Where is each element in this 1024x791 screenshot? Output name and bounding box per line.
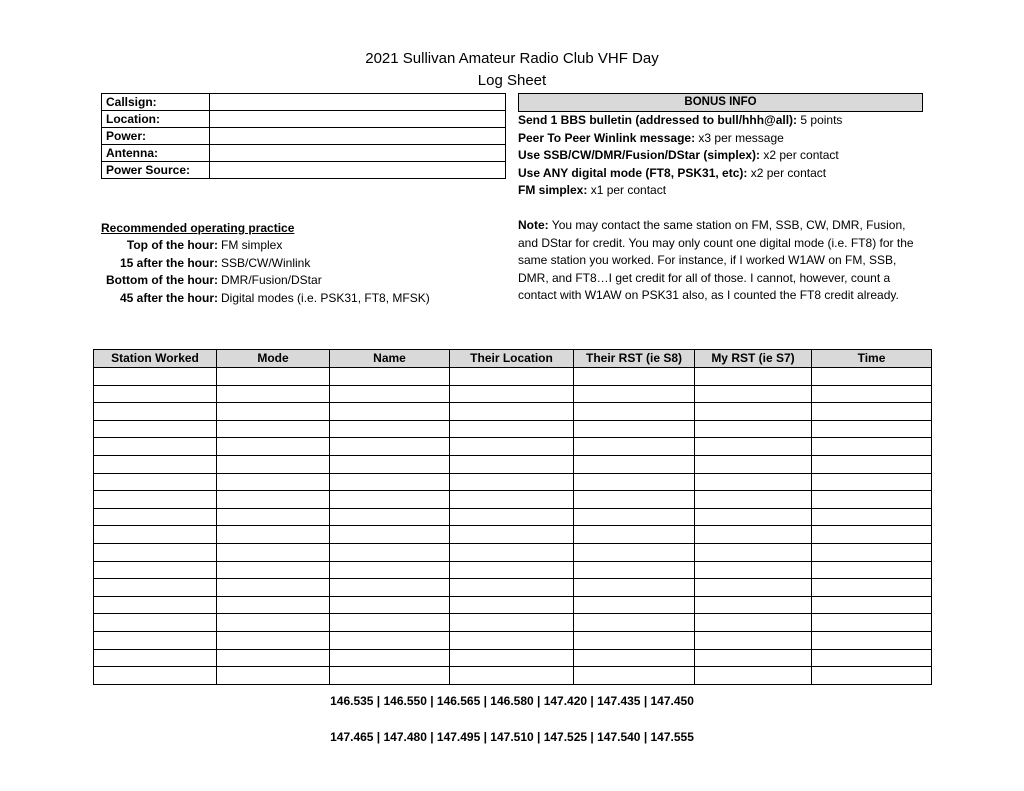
log-cell[interactable]	[812, 614, 932, 632]
bonus-item-value: x2 per contact	[747, 165, 827, 180]
station-info-row	[102, 111, 506, 128]
bonus-item-value: 5 points	[797, 113, 843, 127]
bonus-item-title: Use ANY digital mode (FT8, PSK31, etc):	[518, 165, 748, 180]
log-cell[interactable]	[217, 543, 330, 561]
log-cell[interactable]	[450, 420, 574, 438]
log-cell[interactable]	[695, 420, 812, 438]
log-cell[interactable]	[217, 455, 330, 473]
station-info-table	[101, 93, 506, 179]
log-cell[interactable]	[450, 561, 574, 579]
log-cell[interactable]	[94, 508, 217, 526]
log-row	[94, 631, 932, 649]
station-info-label: Antenna:	[102, 145, 210, 162]
log-cell[interactable]	[574, 420, 695, 438]
log-cell[interactable]	[695, 667, 812, 685]
log-row	[94, 614, 932, 632]
station-info-value-field[interactable]	[210, 145, 506, 162]
log-cell[interactable]	[574, 649, 695, 667]
practice-mode: SSB/CW/Winlink	[221, 255, 311, 270]
log-cell[interactable]	[94, 667, 217, 685]
log-cell[interactable]	[695, 596, 812, 614]
log-row	[94, 579, 932, 597]
log-cell[interactable]	[812, 455, 932, 473]
log-cell[interactable]	[94, 403, 217, 421]
note-text: You may contact the same station on FM, SSB, CW, DMR, Fusion, and DStar for credit. You may only count one digital mode (i.e. FT8) for the same station you worked. For instance, if I worked W1AW on FM, SSB, DMR, and FT8…I get credit for all of those. I cannot, however, count a contact with W1AW on PSK31 also, as I counted the FT8 credit already.	[518, 218, 914, 302]
log-cell[interactable]	[574, 368, 695, 386]
practice-title: Recommended operating practice	[101, 221, 295, 235]
log-cell[interactable]	[330, 455, 450, 473]
practice-time: 45 after the hour:	[119, 290, 218, 305]
log-cell[interactable]	[695, 543, 812, 561]
log-row	[94, 596, 932, 614]
log-cell[interactable]	[330, 561, 450, 579]
log-cell[interactable]	[94, 561, 217, 579]
bonus-item-value: x2 per contact	[760, 148, 839, 162]
log-cell[interactable]	[217, 473, 330, 491]
log-cell[interactable]	[812, 631, 932, 649]
practice-item	[98, 290, 478, 308]
bonus-info-header: BONUS INFO	[518, 93, 923, 112]
station-info-label: Callsign:	[102, 94, 210, 111]
log-cell[interactable]	[330, 491, 450, 509]
station-info-row	[102, 162, 506, 179]
log-column-header: Their RST (ie S8)	[574, 350, 695, 368]
log-cell[interactable]	[574, 579, 695, 597]
log-row	[94, 491, 932, 509]
log-row	[94, 473, 932, 491]
log-cell[interactable]	[330, 368, 450, 386]
log-cell[interactable]	[574, 385, 695, 403]
log-cell[interactable]	[217, 596, 330, 614]
log-cell[interactable]	[217, 368, 330, 386]
log-cell[interactable]	[450, 526, 574, 544]
log-cell[interactable]	[330, 579, 450, 597]
log-cell[interactable]	[812, 561, 932, 579]
frequency-list-2: 147.465 | 147.480 | 147.495 | 147.510 | 147.525 | 147.540 | 147.555	[330, 730, 694, 744]
log-cell[interactable]	[450, 473, 574, 491]
log-cell[interactable]	[94, 455, 217, 473]
log-row	[94, 420, 932, 438]
log-cell[interactable]	[574, 614, 695, 632]
log-cell[interactable]	[450, 455, 574, 473]
log-cell[interactable]	[330, 614, 450, 632]
log-cell[interactable]	[330, 649, 450, 667]
log-row	[94, 368, 932, 386]
log-cell[interactable]	[574, 403, 695, 421]
log-header-row	[94, 350, 932, 368]
log-cell[interactable]	[574, 508, 695, 526]
page-subtitle: Log Sheet	[477, 72, 547, 89]
log-cell[interactable]	[94, 385, 217, 403]
log-cell[interactable]	[94, 631, 217, 649]
log-cell[interactable]	[695, 385, 812, 403]
log-cell[interactable]	[695, 614, 812, 632]
log-row	[94, 508, 932, 526]
log-cell[interactable]	[450, 596, 574, 614]
log-cell[interactable]	[94, 649, 217, 667]
log-cell[interactable]	[217, 631, 330, 649]
frequency-list-1: 146.535 | 146.550 | 146.565 | 146.580 | 147.420 | 147.435 | 147.450	[330, 694, 694, 708]
log-column-header: Name	[330, 350, 450, 368]
log-cell[interactable]	[574, 596, 695, 614]
log-cell[interactable]	[695, 561, 812, 579]
practice-item	[98, 237, 478, 255]
station-info-label: Power:	[102, 128, 210, 145]
bonus-item-title: Send 1 BBS bulletin (addressed to bull/hhh@all):	[518, 113, 798, 127]
log-cell[interactable]	[812, 438, 932, 456]
log-cell[interactable]	[450, 667, 574, 685]
log-cell[interactable]	[330, 631, 450, 649]
log-cell[interactable]	[330, 526, 450, 544]
log-cell[interactable]	[94, 526, 217, 544]
bonus-item-title: Use SSB/CW/DMR/Fusion/DStar (simplex):	[518, 148, 761, 162]
log-cell[interactable]	[695, 649, 812, 667]
bonus-item-title: Peer To Peer Winlink message:	[518, 130, 696, 145]
log-cell[interactable]	[812, 526, 932, 544]
log-cell[interactable]	[695, 508, 812, 526]
log-cell[interactable]	[330, 403, 450, 421]
log-cell[interactable]	[94, 473, 217, 491]
log-cell[interactable]	[812, 596, 932, 614]
log-cell[interactable]	[812, 403, 932, 421]
log-row	[94, 385, 932, 403]
log-cell[interactable]	[94, 368, 217, 386]
log-column-header: Station Worked	[94, 350, 217, 368]
log-cell[interactable]	[217, 579, 330, 597]
note-paragraph	[518, 217, 918, 305]
log-cell[interactable]	[94, 579, 217, 597]
log-cell[interactable]	[94, 420, 217, 438]
practice-list	[98, 237, 478, 307]
contact-log-table	[93, 349, 932, 685]
bonus-item	[518, 182, 938, 200]
log-cell[interactable]	[330, 596, 450, 614]
log-cell[interactable]	[450, 491, 574, 509]
log-cell[interactable]	[217, 561, 330, 579]
station-info-value-field[interactable]	[210, 111, 506, 128]
log-cell[interactable]	[695, 491, 812, 509]
log-cell[interactable]	[217, 526, 330, 544]
log-cell[interactable]	[574, 455, 695, 473]
log-cell[interactable]	[217, 491, 330, 509]
log-cell[interactable]	[217, 420, 330, 438]
log-column-header: Mode	[217, 350, 330, 368]
bonus-item	[518, 147, 938, 165]
log-row	[94, 561, 932, 579]
log-cell[interactable]	[695, 579, 812, 597]
log-row	[94, 543, 932, 561]
note-label: Note:	[518, 218, 549, 232]
log-cell[interactable]	[330, 543, 450, 561]
station-info-label: Power Source:	[102, 162, 210, 179]
log-cell[interactable]	[695, 368, 812, 386]
log-cell[interactable]	[330, 667, 450, 685]
log-cell[interactable]	[217, 438, 330, 456]
log-cell[interactable]	[330, 473, 450, 491]
log-cell[interactable]	[812, 508, 932, 526]
log-cell[interactable]	[94, 438, 217, 456]
log-cell[interactable]	[330, 420, 450, 438]
log-cell[interactable]	[695, 455, 812, 473]
log-cell[interactable]	[574, 491, 695, 509]
log-cell[interactable]	[574, 473, 695, 491]
log-row	[94, 403, 932, 421]
log-cell[interactable]	[94, 596, 217, 614]
log-cell[interactable]	[574, 631, 695, 649]
log-cell[interactable]	[94, 543, 217, 561]
station-info-value-field[interactable]	[210, 128, 506, 145]
practice-item	[98, 255, 478, 273]
station-info-row	[102, 94, 506, 111]
practice-item	[98, 272, 478, 290]
log-cell[interactable]	[812, 491, 932, 509]
log-cell[interactable]	[812, 579, 932, 597]
log-cell[interactable]	[695, 438, 812, 456]
log-cell[interactable]	[94, 491, 217, 509]
bonus-item	[518, 130, 938, 148]
practice-mode: FM simplex	[221, 238, 283, 252]
log-cell[interactable]	[217, 508, 330, 526]
log-row	[94, 667, 932, 685]
log-column-header: Their Location	[450, 350, 574, 368]
bonus-info-list	[518, 112, 938, 200]
log-cell[interactable]	[330, 438, 450, 456]
log-cell[interactable]	[450, 579, 574, 597]
log-cell[interactable]	[695, 473, 812, 491]
practice-time: Bottom of the hour:	[106, 273, 218, 287]
log-cell[interactable]	[450, 438, 574, 456]
practice-time: 15 after the hour:	[119, 255, 218, 270]
log-cell[interactable]	[217, 385, 330, 403]
log-cell[interactable]	[812, 420, 932, 438]
log-cell[interactable]	[812, 543, 932, 561]
log-cell[interactable]	[574, 526, 695, 544]
log-column-header: My RST (ie S7)	[695, 350, 812, 368]
log-cell[interactable]	[812, 473, 932, 491]
bonus-item	[518, 112, 938, 130]
log-row	[94, 438, 932, 456]
station-info-label: Location:	[102, 111, 210, 128]
bonus-item-value: x3 per message	[695, 130, 784, 145]
log-cell[interactable]	[217, 403, 330, 421]
station-info-row	[102, 145, 506, 162]
station-info-value-field[interactable]	[210, 94, 506, 111]
log-cell[interactable]	[812, 649, 932, 667]
bonus-item-value: x1 per contact	[587, 183, 667, 197]
log-cell[interactable]	[812, 385, 932, 403]
log-cell[interactable]	[574, 561, 695, 579]
bonus-item	[518, 165, 938, 183]
log-column-header: Time	[812, 350, 932, 368]
log-row	[94, 455, 932, 473]
log-cell[interactable]	[450, 403, 574, 421]
log-cell[interactable]	[217, 649, 330, 667]
log-cell[interactable]	[450, 508, 574, 526]
page-title: 2021 Sullivan Amateur Radio Club VHF Day	[365, 50, 659, 67]
log-cell[interactable]	[217, 667, 330, 685]
log-cell[interactable]	[450, 631, 574, 649]
log-cell[interactable]	[330, 385, 450, 403]
station-info-value-field[interactable]	[210, 162, 506, 179]
log-cell[interactable]	[450, 385, 574, 403]
log-row	[94, 649, 932, 667]
log-cell[interactable]	[695, 631, 812, 649]
log-cell[interactable]	[574, 438, 695, 456]
log-cell[interactable]	[450, 368, 574, 386]
log-cell[interactable]	[450, 543, 574, 561]
log-cell[interactable]	[812, 667, 932, 685]
log-cell[interactable]	[450, 614, 574, 632]
practice-mode: DMR/Fusion/DStar	[221, 273, 322, 287]
log-cell[interactable]	[217, 614, 330, 632]
station-info-row	[102, 128, 506, 145]
log-cell[interactable]	[330, 508, 450, 526]
log-cell[interactable]	[695, 403, 812, 421]
log-cell[interactable]	[94, 614, 217, 632]
bonus-item-title: FM simplex:	[518, 183, 588, 197]
log-cell[interactable]	[574, 543, 695, 561]
log-cell[interactable]	[695, 526, 812, 544]
log-cell[interactable]	[574, 667, 695, 685]
practice-mode: Digital modes (i.e. PSK31, FT8, MFSK)	[221, 290, 430, 305]
log-row	[94, 526, 932, 544]
log-cell[interactable]	[450, 649, 574, 667]
log-cell[interactable]	[812, 368, 932, 386]
practice-time: Top of the hour:	[126, 238, 218, 252]
